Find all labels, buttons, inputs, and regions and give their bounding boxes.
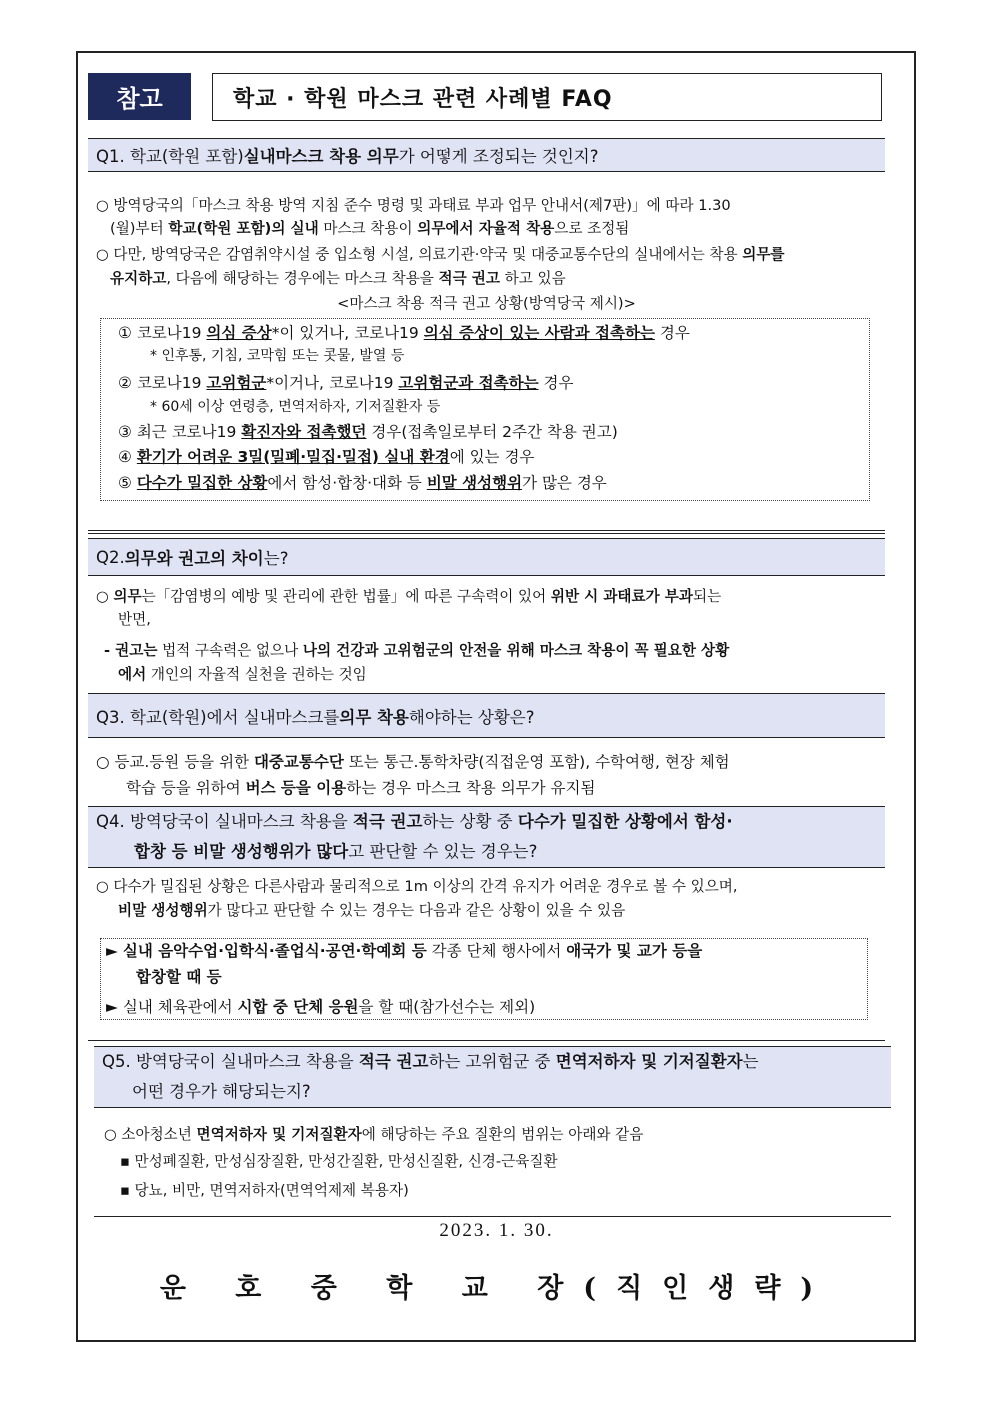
q3-answer-1: ○ 등교.등원 등을 위한 대중교통수단 또는 통근.통학차량(직접운영 포함), 수학여행, 현장 체험 — [96, 753, 730, 771]
q1-paragraph-1-cont: (월)부터 학교(학원 포함)의 실내 마스크 착용이 의무에서 자율적 착용으로 조정됨 — [110, 220, 630, 237]
q2-answer-2-cont: 에서 개인의 자율적 실천을 권하는 것임 — [118, 666, 367, 683]
q4-question: Q4. 방역당국이 실내마스크 착용을 적극 권고하는 상황 중 다수가 밀집한 상황에서 함성· 합창 등 비말 생성행위가 많다고 판단할 수 있는 경우는? — [88, 806, 885, 868]
q4-answer-2: 비말 생성행위가 많다고 판단할 수 있는 경우는 다음과 같은 상황이 있을 수 있음 — [118, 902, 626, 919]
q4-answer-1: ○ 다수가 밀집된 상황은 다른사람과 물리적으로 1m 이상의 간격 유지가 어려운 경우로 볼 수 있으며, — [96, 878, 738, 895]
recommend-item-3: ③ 최근 코로나19 확진자와 접촉했던 경우(접촉일로부터 2주간 착용 권고) — [118, 423, 618, 441]
q2-answer-1-cont: 반면, — [118, 611, 151, 628]
reference-tag: 참고 — [88, 73, 191, 120]
q3-answer-1-cont: 학습 등을 위하여 버스 등을 이용하는 경우 마스크 착용 의무가 유지됨 — [126, 779, 596, 797]
recommend-item-2: ② 코로나19 고위험군*이거나, 코로나19 고위험군과 접촉하는 경우 — [118, 374, 574, 392]
q2-answer-1: ○ 의무는「감염병의 예방 및 관리에 관한 법률」에 따른 구속력이 있어 위반 시 과태료가 부과되는 — [96, 588, 722, 605]
q4-example-1-cont: 합창할 때 등 — [136, 968, 222, 986]
q3-question: Q3. 학교(학원)에서 실내마스크를 의무 착용 해야하는 상황은? — [88, 693, 885, 738]
issue-date: 2023. 1. 30. — [439, 1220, 554, 1241]
recommend-item-4: ④ 환기가 어려운 3밀(밀폐·밀집·밀접) 실내 환경에 있는 경우 — [118, 448, 535, 466]
recommend-item-5: ⑤ 다수가 밀집한 상황에서 함성·합창·대화 등 비말 생성행위가 많은 경우 — [118, 474, 607, 492]
q1-paragraph-1: ○ 방역당국의「마스크 착용 방역 지침 준수 명령 및 과태료 부과 업무 안내서(제7판)」에 따라 1.30 — [96, 197, 731, 214]
q5-answer: ○ 소아청소년 면역저하자 및 기저질환자에 해당하는 주요 질환의 범위는 아래와 같음 — [104, 1126, 644, 1143]
recommend-item-2-note: * 60세 이상 연령층, 면역저하자, 기저질환자 등 — [150, 399, 441, 415]
section-divider — [88, 1040, 885, 1041]
q5-disease-list-1: ▪ 만성폐질환, 만성심장질환, 만성간질환, 만성신질환, 신경-근육질환 — [120, 1153, 558, 1170]
footer-divider — [94, 1216, 891, 1217]
q1-paragraph-2: ○ 다만, 방역당국은 감염취약시설 중 입소형 시설, 의료기관·약국 및 대중교통수단의 실내에서는 착용 의무를 — [96, 246, 785, 263]
q1-paragraph-2-cont: 유지하고, 다음에 해당하는 경우에는 마스크 착용을 적극 권고 하고 있음 — [110, 270, 566, 287]
q2-question: Q2. 의무와 권고의 차이 는? — [88, 538, 885, 576]
recommend-item-1-note: * 인후통, 기침, 코막힘 또는 콧물, 발열 등 — [150, 348, 405, 364]
principal-signature: 운 호 중 학 교 장(직인생략) — [159, 1273, 834, 1304]
section-divider — [88, 530, 885, 534]
q4-example-2: ► 실내 체육관에서 시합 중 단체 응원을 할 때(참가선수는 제외) — [106, 998, 536, 1016]
document-title: 학교 · 학원 마스크 관련 사례별 FAQ — [212, 73, 882, 121]
q2-answer-2: - 권고는 법적 구속력은 없으나 나의 건강과 고위험군의 안전을 위해 마스크 착용이 꼭 필요한 상황 — [104, 642, 730, 659]
q5-question: Q5. 방역당국이 실내마스크 착용을 적극 권고하는 고위험군 중 면역저하자 및 기저질환자는 어떤 경우가 해당되는지? — [94, 1046, 891, 1108]
q5-disease-list-2: ▪ 당뇨, 비만, 면역저하자(면역억제제 복용자) — [120, 1182, 409, 1199]
recommend-box-title: <마스크 착용 적극 권고 상황(방역당국 제시)> — [337, 295, 636, 312]
recommend-item-1: ① 코로나19 의심 증상*이 있거나, 코로나19 의심 증상이 있는 사람과 접촉하는 경우 — [118, 324, 690, 342]
q4-example-1: ► 실내 음악수업·입학식·졸업식·공연·학예회 등 각종 단체 행사에서 애국가 및 교가 등을 — [106, 942, 703, 960]
q1-question: Q1. 학교(학원 포함) 실내마스크 착용 의무 가 어떻게 조정되는 것인지? — [88, 138, 885, 172]
